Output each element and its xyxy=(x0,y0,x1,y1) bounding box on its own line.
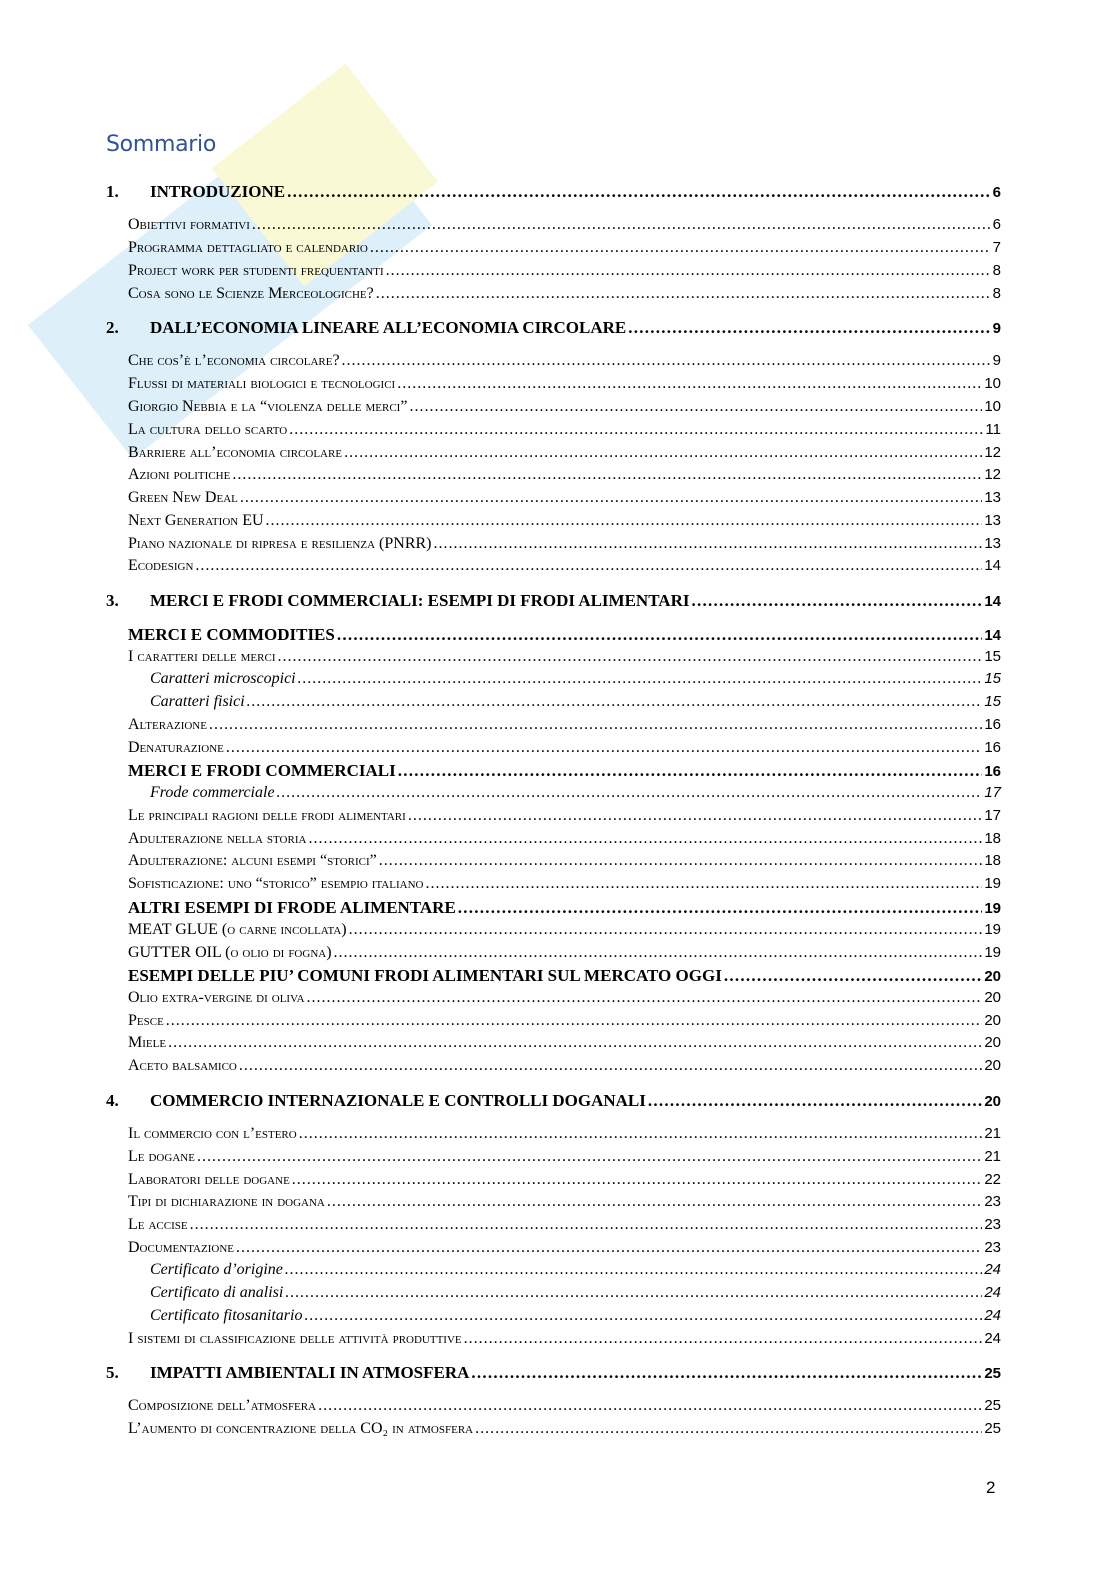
toc-entry[interactable] xyxy=(128,489,1001,507)
toc-entry-text: MERCI E FRODI COMMERCIALI xyxy=(128,761,396,780)
toc-entry[interactable] xyxy=(106,318,1001,338)
toc-entry-text: Il commercio con l’estero xyxy=(128,1125,297,1142)
toc-entry-label xyxy=(150,1261,283,1279)
toc-entry[interactable] xyxy=(128,989,1001,1007)
toc-entry-label xyxy=(128,1330,462,1348)
toc-entry-page: 15 xyxy=(984,670,1001,687)
toc-entry-text: COMMERCIO INTERNAZIONALE E CONTROLLI DOGANALI xyxy=(150,1091,646,1110)
toc-dot-leader xyxy=(277,784,983,802)
toc-entry-page: 21 xyxy=(984,1125,1001,1142)
toc-entry[interactable] xyxy=(128,1330,1001,1348)
toc-entry-number: 3. xyxy=(106,591,119,610)
toc-entry-label xyxy=(128,535,432,553)
toc-dot-leader xyxy=(197,1148,982,1166)
toc-entry-label xyxy=(128,1193,325,1211)
toc-entry-label xyxy=(128,1171,290,1189)
toc-entry-page: 20 xyxy=(984,1012,1001,1029)
toc-entry-page: 9 xyxy=(992,320,1001,337)
toc-entry-text: Caratteri fisici xyxy=(150,693,245,710)
toc-entry-label xyxy=(128,216,250,234)
toc-entry[interactable] xyxy=(128,1216,1001,1234)
toc-dot-leader xyxy=(190,1216,983,1234)
toc-entry-page: 24 xyxy=(984,1330,1001,1347)
toc-entry[interactable] xyxy=(128,1012,1001,1030)
toc-entry-text: Alterazione xyxy=(128,716,207,733)
toc-entry-page: 7 xyxy=(992,239,1001,256)
toc-entry-page: 18 xyxy=(984,830,1001,847)
toc-entry-label xyxy=(128,625,335,645)
toc-entry-page: 8 xyxy=(992,285,1001,302)
toc-dot-leader xyxy=(240,489,982,507)
toc-entry[interactable] xyxy=(150,784,1001,802)
toc-entry-text: L’aumento di concentrazione della CO₂ in atmosfera xyxy=(128,1420,474,1437)
toc-entry-page: 24 xyxy=(984,1307,1001,1324)
toc-dot-leader xyxy=(226,739,982,757)
toc-entry-label xyxy=(150,784,275,802)
toc-entry-label xyxy=(128,398,407,416)
toc-dot-leader xyxy=(304,1307,982,1325)
toc-dot-leader xyxy=(287,182,991,202)
toc-entry[interactable] xyxy=(150,1284,1001,1302)
toc-dot-leader xyxy=(379,852,983,870)
toc-entry[interactable] xyxy=(128,1193,1001,1211)
toc-dot-leader xyxy=(318,1397,982,1415)
toc-entry-label xyxy=(128,1397,316,1415)
toc-entry-label xyxy=(128,285,374,303)
toc-entry-text: Obiettivi formativi xyxy=(128,216,250,233)
toc-entry-label xyxy=(106,318,626,338)
toc-entry[interactable] xyxy=(128,761,1001,781)
toc-entry-page: 20 xyxy=(984,968,1001,985)
toc-entry-page: 10 xyxy=(984,398,1001,415)
toc-entry-text: I caratteri delle merci xyxy=(128,648,276,665)
toc-entry[interactable] xyxy=(128,466,1001,484)
toc-entry-label xyxy=(128,716,207,734)
toc-dot-leader xyxy=(209,716,982,734)
toc-entry[interactable] xyxy=(106,182,1001,202)
toc-entry-label xyxy=(150,693,245,711)
toc-entry-label xyxy=(128,875,423,893)
toc-entry[interactable] xyxy=(128,444,1001,462)
toc-entry-text: Che cos’è l’economia circolare? xyxy=(128,352,340,369)
toc-dot-leader xyxy=(289,421,983,439)
toc-dot-leader xyxy=(327,1193,982,1211)
toc-entry[interactable] xyxy=(128,739,1001,757)
toc-entry[interactable] xyxy=(106,1091,1001,1111)
toc-dot-leader xyxy=(648,1091,982,1111)
toc-dot-leader xyxy=(278,648,983,666)
toc-entry-label xyxy=(128,466,230,484)
toc-entry-label xyxy=(128,921,347,939)
toc-entry-label xyxy=(128,489,238,507)
toc-entry-text: Le principali ragioni delle frodi alimentari xyxy=(128,807,406,824)
toc-entry-page: 21 xyxy=(984,1148,1001,1165)
toc-entry-page: 23 xyxy=(984,1216,1001,1233)
toc-entry-text: ESEMPI DELLE PIU’ COMUNI FRODI ALIMENTARI SUL MERCATO OGGI xyxy=(128,966,722,985)
toc-entry-label xyxy=(128,852,377,870)
toc-entry-number: 4. xyxy=(106,1091,119,1110)
toc-entry-text: INTRODUZIONE xyxy=(150,182,286,201)
toc-entry-text: Flussi di materiali biologici e tecnologici xyxy=(128,375,396,392)
toc-entry-page: 24 xyxy=(984,1261,1001,1278)
toc-entry-page: 14 xyxy=(984,593,1001,610)
toc-entry-text: Programma dettagliato e calendario xyxy=(128,239,368,256)
toc-entry[interactable] xyxy=(128,716,1001,734)
toc-entry-page: 19 xyxy=(984,875,1001,892)
toc-entry-label xyxy=(106,591,689,611)
toc-entry-text: Green New Deal xyxy=(128,489,238,506)
toc-entry[interactable] xyxy=(150,1261,1001,1279)
toc-entry-text: Frode commerciale xyxy=(150,784,275,801)
toc-entry-label xyxy=(128,1216,188,1234)
toc-entry-page: 25 xyxy=(984,1420,1001,1437)
toc-dot-leader xyxy=(247,693,983,711)
toc-entry-label xyxy=(128,739,224,757)
toc-dot-leader xyxy=(397,375,982,393)
toc-dot-leader xyxy=(299,1125,983,1143)
toc-entry-page: 6 xyxy=(992,184,1001,201)
toc-dot-leader xyxy=(376,285,991,303)
toc-dot-leader xyxy=(266,512,983,530)
toc-dot-leader xyxy=(475,1420,982,1438)
toc-entry-page: 13 xyxy=(984,489,1001,506)
toc-dot-leader xyxy=(724,966,983,986)
toc-entry-page: 25 xyxy=(984,1365,1001,1382)
toc-entry[interactable] xyxy=(128,1034,1001,1052)
toc-dot-leader xyxy=(168,1034,982,1052)
toc-entry[interactable] xyxy=(128,239,1001,257)
toc-entry-number: 1. xyxy=(106,182,119,201)
toc-entry-text: Laboratori delle dogane xyxy=(128,1171,290,1188)
toc-dot-leader xyxy=(308,830,982,848)
toc-entry[interactable] xyxy=(128,398,1001,416)
toc-entry[interactable] xyxy=(150,670,1001,688)
toc-dot-leader xyxy=(292,1171,983,1189)
toc-dot-leader xyxy=(434,535,983,553)
toc-entry[interactable] xyxy=(128,535,1001,553)
toc-entry-page: 15 xyxy=(984,648,1001,665)
toc-entry-text: Documentazione xyxy=(128,1239,234,1256)
toc-entry-text: Adulterazione nella storia xyxy=(128,830,307,847)
toc-entry-text: ALTRI ESEMPI DI FRODE ALIMENTARE xyxy=(128,898,456,917)
toc-entry-page: 19 xyxy=(984,944,1001,961)
toc-entry-label xyxy=(150,670,296,688)
toc-entry[interactable] xyxy=(128,1239,1001,1257)
toc-entry[interactable] xyxy=(128,898,1001,918)
toc-entry-page: 12 xyxy=(984,444,1001,461)
toc-entry[interactable] xyxy=(128,1397,1001,1415)
toc-entry[interactable] xyxy=(128,1057,1001,1075)
toc-dot-leader xyxy=(409,398,982,416)
toc-entry[interactable] xyxy=(128,1148,1001,1166)
toc-entry-page: 23 xyxy=(984,1193,1001,1210)
toc-entry[interactable] xyxy=(128,375,1001,393)
toc-dot-leader xyxy=(349,921,983,939)
toc-entry-text: Certificato d’origine xyxy=(150,1261,283,1278)
toc-entry-page: 8 xyxy=(992,262,1001,279)
toc-entry-text: Cosa sono le Scienze Merceologiche? xyxy=(128,285,374,302)
toc-entry-text: Certificato di analisi xyxy=(150,1284,284,1301)
toc-entry[interactable] xyxy=(128,966,1001,986)
toc-entry-label xyxy=(128,262,384,280)
toc-entry-text: Miele xyxy=(128,1034,167,1051)
toc-entry[interactable] xyxy=(128,1125,1001,1143)
toc-entry-label xyxy=(128,239,368,257)
toc-entry[interactable] xyxy=(128,1171,1001,1189)
toc-entry[interactable] xyxy=(128,921,1001,939)
toc-entry-text: Ecodesign xyxy=(128,557,194,574)
toc-entry-label xyxy=(106,182,285,202)
toc-entry-text: Olio extra-vergine di oliva xyxy=(128,989,305,1006)
toc-entry-label xyxy=(128,898,456,918)
toc-entry-label xyxy=(150,1284,283,1302)
toc-entry-text: I sistemi di classificazione delle attività produttive xyxy=(128,1330,462,1347)
toc-entry-page: 20 xyxy=(984,989,1001,1006)
toc-dot-leader xyxy=(691,591,982,611)
toc-entry-number: 2. xyxy=(106,318,119,337)
toc-entry-page: 20 xyxy=(984,1093,1001,1110)
toc-entry[interactable] xyxy=(128,512,1001,530)
toc-entry-text: MERCI E FRODI COMMERCIALI: ESEMPI DI FRODI ALIMENTARI xyxy=(150,591,690,610)
toc-entry[interactable] xyxy=(150,693,1001,711)
toc-dot-leader xyxy=(334,944,983,962)
toc-entry[interactable] xyxy=(128,852,1001,870)
toc-entry-label xyxy=(128,807,406,825)
toc-entry-label xyxy=(128,966,722,986)
toc-entry-label xyxy=(106,1363,469,1383)
toc-entry-label xyxy=(128,1125,297,1143)
toc-entry-number: 5. xyxy=(106,1363,119,1382)
toc-entry-page: 22 xyxy=(984,1171,1001,1188)
toc-dot-leader xyxy=(252,216,991,234)
toc-entry-page: 14 xyxy=(984,627,1001,644)
toc-entry-label xyxy=(128,421,287,439)
toc-entry[interactable] xyxy=(106,1363,1001,1383)
toc-entry-text: Tipi di dichiarazione in dogana xyxy=(128,1193,325,1210)
toc-entry-text: Adulterazione: alcuni esempi “storici” xyxy=(128,852,377,869)
toc-entry-label xyxy=(128,444,342,462)
toc-dot-leader xyxy=(285,1284,982,1302)
toc-entry-text: Giorgio Nebbia e la “violenza delle merci” xyxy=(128,398,408,415)
toc-entry-label xyxy=(128,1012,164,1030)
toc-entry-page: 15 xyxy=(984,693,1001,710)
toc-dot-leader xyxy=(408,807,983,825)
toc-dot-leader xyxy=(239,1057,982,1075)
toc-entry-label xyxy=(128,830,306,848)
toc-entry[interactable] xyxy=(150,1307,1001,1325)
toc-entry-page: 19 xyxy=(984,921,1001,938)
toc-dot-leader xyxy=(425,875,982,893)
toc-dot-leader xyxy=(337,625,982,645)
toc-entry-label xyxy=(150,1307,302,1325)
toc-entry-label xyxy=(128,1148,195,1166)
toc-dot-leader xyxy=(370,239,991,257)
toc-dot-leader xyxy=(464,1330,983,1348)
toc-entry-text: Piano nazionale di ripresa e resilienza (PNRR) xyxy=(128,535,432,552)
toc-dot-leader xyxy=(458,898,983,918)
toc-entry-page: 6 xyxy=(992,216,1001,233)
toc-entry-text: MERCI E COMMODITIES xyxy=(128,625,335,644)
toc-entry-page: 23 xyxy=(984,1239,1001,1256)
toc-entry-label xyxy=(106,1091,646,1111)
toc-title: Sommario xyxy=(106,132,216,157)
toc-entry[interactable] xyxy=(106,591,1001,611)
toc-entry-label xyxy=(128,1057,237,1075)
toc-entry-text: Le accise xyxy=(128,1216,188,1233)
toc-entry-label xyxy=(128,648,276,666)
page-number: 2 xyxy=(986,1478,996,1497)
toc-entry-text: Barriere all’economia circolare xyxy=(128,444,343,461)
toc-entry[interactable] xyxy=(128,216,1001,234)
toc-entry-page: 16 xyxy=(984,739,1001,756)
toc-entry[interactable] xyxy=(128,875,1001,893)
toc-entry-text: Project work per studenti frequentanti xyxy=(128,262,384,279)
toc-entry-text: DALL’ECONOMIA LINEARE ALL’ECONOMIA CIRCOLARE xyxy=(150,318,627,337)
toc-entry-label xyxy=(128,352,340,370)
toc-entry[interactable] xyxy=(128,557,1001,575)
toc-entry-label xyxy=(128,375,395,393)
toc-entry-page: 9 xyxy=(992,352,1001,369)
toc-entry-text: GUTTER OIL (o olio di fogna) xyxy=(128,944,332,961)
toc-entry[interactable] xyxy=(128,352,1001,370)
toc-entry-page: 16 xyxy=(984,763,1001,780)
toc-entry-label xyxy=(128,557,193,575)
toc-entry-label xyxy=(128,989,305,1007)
toc-entry-page: 11 xyxy=(985,421,1001,438)
toc-entry-page: 17 xyxy=(984,807,1001,824)
toc-entry-page: 24 xyxy=(984,1284,1001,1301)
toc-dot-leader xyxy=(195,557,982,575)
toc-entry-text: IMPATTI AMBIENTALI IN ATMOSFERA xyxy=(150,1363,470,1382)
toc-entry[interactable] xyxy=(128,807,1001,825)
toc-entry-page: 14 xyxy=(984,557,1001,574)
toc-entry-page: 25 xyxy=(984,1397,1001,1414)
toc-dot-leader xyxy=(232,466,982,484)
toc-dot-leader xyxy=(307,989,983,1007)
toc-dot-leader xyxy=(344,444,982,462)
toc-entry[interactable] xyxy=(128,830,1001,848)
toc-entry-page: 20 xyxy=(984,1034,1001,1051)
toc-entry-page: 12 xyxy=(984,466,1001,483)
toc-dot-leader xyxy=(298,670,983,688)
toc-entry-text: Caratteri microscopici xyxy=(150,670,296,687)
toc-dot-leader xyxy=(386,262,991,280)
toc-entry-label xyxy=(128,761,396,781)
toc-entry-page: 16 xyxy=(984,716,1001,733)
toc-dot-leader xyxy=(628,318,990,338)
toc-entry-label xyxy=(128,512,264,530)
toc-entry[interactable] xyxy=(128,262,1001,280)
toc-entry-text: MEAT GLUE (o carne incollata) xyxy=(128,921,347,938)
toc-entry-text: Next Generation EU xyxy=(128,512,264,529)
toc-entry[interactable] xyxy=(128,421,1001,439)
toc-entry-text: Sofisticazione: uno “storico” esempio italiano xyxy=(128,875,424,892)
toc-dot-leader xyxy=(285,1261,982,1279)
toc-entry-text: Le dogane xyxy=(128,1148,195,1165)
toc-dot-leader xyxy=(342,352,991,370)
toc-entry[interactable] xyxy=(128,1420,1001,1438)
toc-dot-leader xyxy=(398,761,983,781)
toc-entry-page: 19 xyxy=(984,900,1001,917)
toc-entry[interactable] xyxy=(128,648,1001,666)
toc-entry-label xyxy=(128,944,332,962)
toc-entry-label xyxy=(128,1239,234,1257)
toc-entry[interactable] xyxy=(128,944,1001,962)
toc-entry-page: 18 xyxy=(984,852,1001,869)
toc-entry-text: Composizione dell’atmosfera xyxy=(128,1397,317,1414)
toc-entry-label xyxy=(128,1420,473,1438)
toc-dot-leader xyxy=(471,1363,982,1383)
toc-entry[interactable] xyxy=(128,285,1001,303)
toc-entry-text: Pesce xyxy=(128,1012,164,1029)
toc-entry[interactable] xyxy=(128,625,1001,645)
toc-entry-page: 13 xyxy=(984,535,1001,552)
toc-entry-text: Certificato fitosanitario xyxy=(150,1307,303,1324)
toc-entry-page: 17 xyxy=(984,784,1001,801)
toc-entry-text: Azioni politiche xyxy=(128,466,231,483)
toc-entry-page: 10 xyxy=(984,375,1001,392)
toc-dot-leader xyxy=(236,1239,982,1257)
toc-entry-text: Aceto balsamico xyxy=(128,1057,237,1074)
toc-entry-text: La cultura dello scarto xyxy=(128,421,288,438)
toc-entry-label xyxy=(128,1034,166,1052)
toc-entry-text: Denaturazione xyxy=(128,739,224,756)
toc-entry-page: 20 xyxy=(984,1057,1001,1074)
toc-dot-leader xyxy=(166,1012,983,1030)
toc-entry-page: 13 xyxy=(984,512,1001,529)
